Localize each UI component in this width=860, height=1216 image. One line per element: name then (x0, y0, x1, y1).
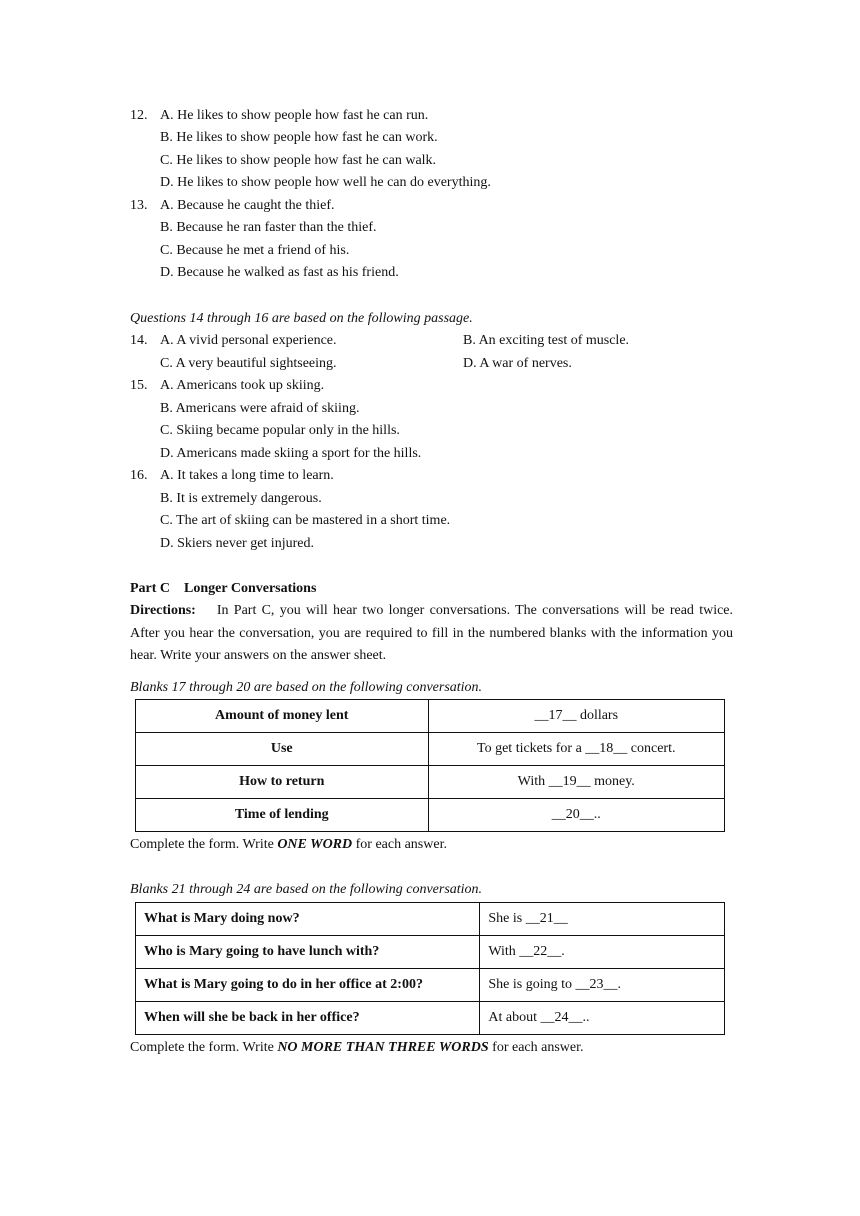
table-row (136, 969, 725, 1002)
table-row (136, 733, 725, 766)
question-number: 15. (130, 378, 148, 393)
note-emphasis: ONE WORD (277, 837, 353, 852)
part-c-directions (130, 600, 733, 668)
form1-key: Time of lending (136, 799, 429, 832)
option-d: D. Skiers never get injured. (160, 536, 314, 551)
passage-intro: Questions 14 through 16 are based on the following passage. (130, 311, 473, 326)
table-row (136, 799, 725, 832)
note-emphasis: NO MORE THAN THREE WORDS (277, 1040, 489, 1055)
option-b: B. An exciting test of muscle. (463, 333, 630, 348)
note-text: for each answer. (352, 837, 447, 852)
table-row (136, 1002, 725, 1035)
option-b: B. It is extremely dangerous. (160, 491, 322, 506)
option-b: B. Because he ran faster than the thief. (160, 220, 377, 235)
form2-key: Who is Mary going to have lunch with? (136, 936, 480, 969)
option-d: D. Americans made skiing a sport for the hills. (160, 446, 422, 461)
option-d: D. Because he walked as fast as his friend. (160, 265, 399, 280)
form1-key: Amount of money lent (136, 700, 429, 733)
table-row (136, 936, 725, 969)
form1-key: How to return (136, 766, 429, 799)
option-a: A. Because he caught the thief. (160, 198, 335, 213)
form1-value: __17__ dollars (428, 700, 725, 733)
form1-table (135, 699, 725, 832)
question-number: 14. (130, 333, 148, 348)
table-row (136, 700, 725, 733)
form2-note (130, 1039, 584, 1057)
option-a: A. Americans took up skiing. (160, 378, 325, 393)
option-c: C. A very beautiful sightseeing. (160, 356, 337, 371)
form1-value: __20__.. (428, 799, 725, 832)
option-c: C. Because he met a friend of his. (160, 243, 350, 258)
option-c: C. He likes to show people how fast he can walk. (160, 153, 437, 168)
form2-key: What is Mary doing now? (136, 903, 480, 936)
option-c: C. Skiing became popular only in the hills. (160, 423, 400, 438)
option-a: A. A vivid personal experience. (160, 333, 337, 348)
form2-table (135, 902, 725, 1035)
form2-value: With __22__. (480, 936, 725, 969)
form2-value: She is going to __23__. (480, 969, 725, 1002)
form1-key: Use (136, 733, 429, 766)
form2-value: She is __21__ (480, 903, 725, 936)
form2-value: At about __24__.. (480, 1002, 725, 1035)
question-number: 16. (130, 468, 148, 483)
question-number: 12. (130, 108, 148, 123)
part-c-heading: Part C Longer Conversations (130, 581, 317, 596)
note-text: Complete the form. Write (130, 1040, 278, 1055)
table-row (136, 766, 725, 799)
option-a: A. It takes a long time to learn. (160, 468, 334, 483)
option-b: B. He likes to show people how fast he can work. (160, 130, 438, 145)
form1-note (130, 836, 447, 854)
form1-value: To get tickets for a __18__ concert. (428, 733, 725, 766)
option-d: D. He likes to show people how well he can do everything. (160, 175, 491, 190)
note-text: Complete the form. Write (130, 837, 278, 852)
option-b: B. Americans were afraid of skiing. (160, 401, 360, 416)
form1-intro: Blanks 17 through 20 are based on the following conversation. (130, 680, 483, 695)
option-d: D. A war of nerves. (463, 356, 572, 371)
form2-key: When will she be back in her office? (136, 1002, 480, 1035)
form2-key: What is Mary going to do in her office at 2:00? (136, 969, 480, 1002)
table-row (136, 903, 725, 936)
option-a: A. He likes to show people how fast he can run. (160, 108, 429, 123)
question-number: 13. (130, 198, 148, 213)
note-text: for each answer. (488, 1040, 584, 1055)
directions-text: In Part C, you will hear two longer conversations. The conversations will be read twice. After you hear the conversation, you are required to fill in the numbered blanks with the information you hear. Write your answers on the answer sheet. (130, 603, 734, 663)
form1-value: With __19__ money. (428, 766, 725, 799)
directions-label: Directions: (130, 603, 196, 618)
form2-intro: Blanks 21 through 24 are based on the following conversation. (130, 882, 483, 897)
option-c: C. The art of skiing can be mastered in a short time. (160, 513, 451, 528)
